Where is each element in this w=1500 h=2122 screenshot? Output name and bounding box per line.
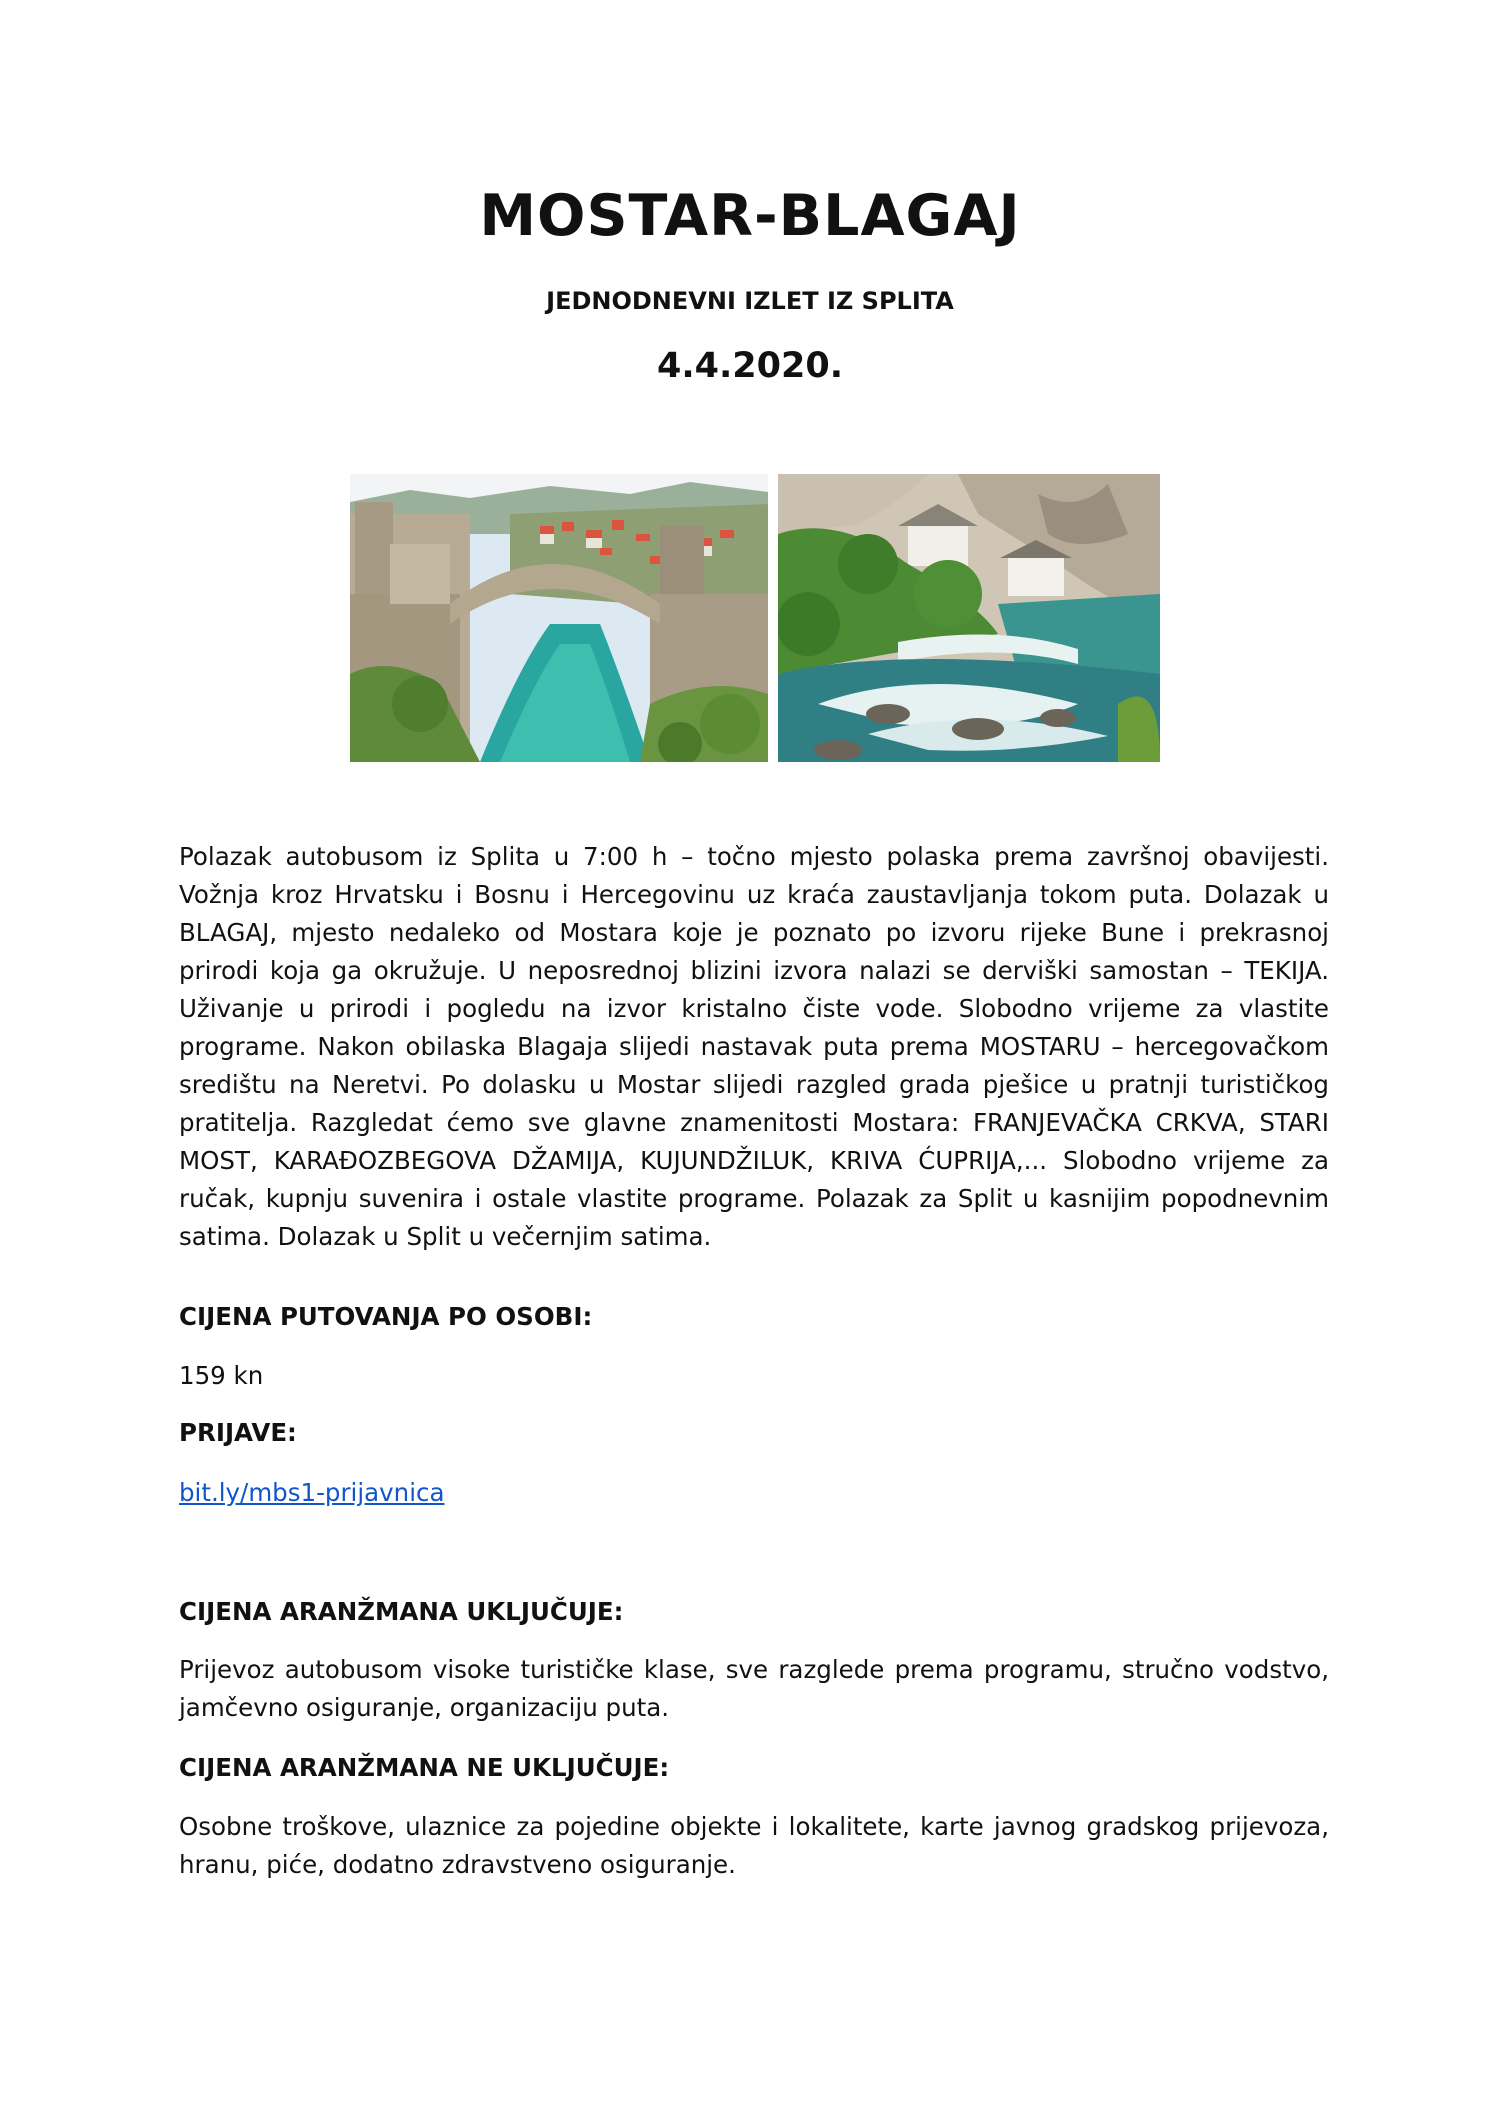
excludes-text: Osobne troškove, ulaznice za pojedine objekte i lokalitete, karte javnog gradskog prijevoza, hranu, piće, dodatno zdravstveno osiguranje. [179, 1812, 1329, 1879]
price-heading: CIJENA PUTOVANJA PO OSOBI: [179, 1302, 593, 1331]
itinerary-description: Polazak autobusom iz Splita u 7:00 h – točno mjesto polaska prema završnoj obavijesti. Vožnja kroz Hrvatsku i Bosnu i Hercegovinu uz kraća zaustavljanja tokom puta. Dolazak u BLAGAJ, mjesto nedaleko od Mostara koje je poznato po izvoru rijeke Bune i prekrasnoj prirodi koja ga okružuje. U neposrednoj blizini izvora nalazi se derviški samostan – TEKIJA. Uživanje u prirodi i pogledu na izvor kristalno čiste vode. Slobodno vrijeme za vlastite programe. Nakon obilaska Blagaja slijedi nastavak puta prema MOSTARU – hercegovačkom središtu na Neretvi. Po dolasku u Mostar slijedi razgled grada pješice u pratnji turističkog pratitelja. Razgledat ćemo sve glavne znamenitosti Mostara: FRANJEVAČKA CRKVA, STARI MOST, KARAĐOZBEGOVA DŽAMIJA, KUJUNDŽILUK, KRIVA ĆUPRIJA,... Slobodno vrijeme za ručak, kupnju suvenira i ostale vlastite programe. Polazak za Split u kasnijim popodnevnim satima. Dolazak u Split u večernjim satima. [179, 842, 1329, 1251]
registration-link[interactable]: bit.ly/mbs1-prijavnica [179, 1478, 445, 1507]
includes-text: Prijevoz autobusom visoke turističke klase, sve razglede prema programu, stručno vodstvo, jamčevno osiguranje, organizaciju puta. [179, 1655, 1329, 1722]
price-value: 159 kn [179, 1361, 264, 1390]
registration-link-line [179, 1474, 1329, 1512]
page-subtitle: JEDNODNEVNI IZLET IZ SPLITA [546, 287, 954, 315]
registration-heading: PRIJAVE: [179, 1418, 297, 1447]
includes-heading: CIJENA ARANŽMANA UKLJUČUJE: [179, 1597, 624, 1626]
page-title: MOSTAR-BLAGAJ [479, 183, 1021, 249]
trip-date: 4.4.2020. [656, 346, 843, 386]
mostar-bridge-photo [350, 474, 768, 762]
blagaj-tekke-photo [778, 474, 1160, 762]
excludes-heading: CIJENA ARANŽMANA NE UKLJUČUJE: [179, 1753, 670, 1782]
